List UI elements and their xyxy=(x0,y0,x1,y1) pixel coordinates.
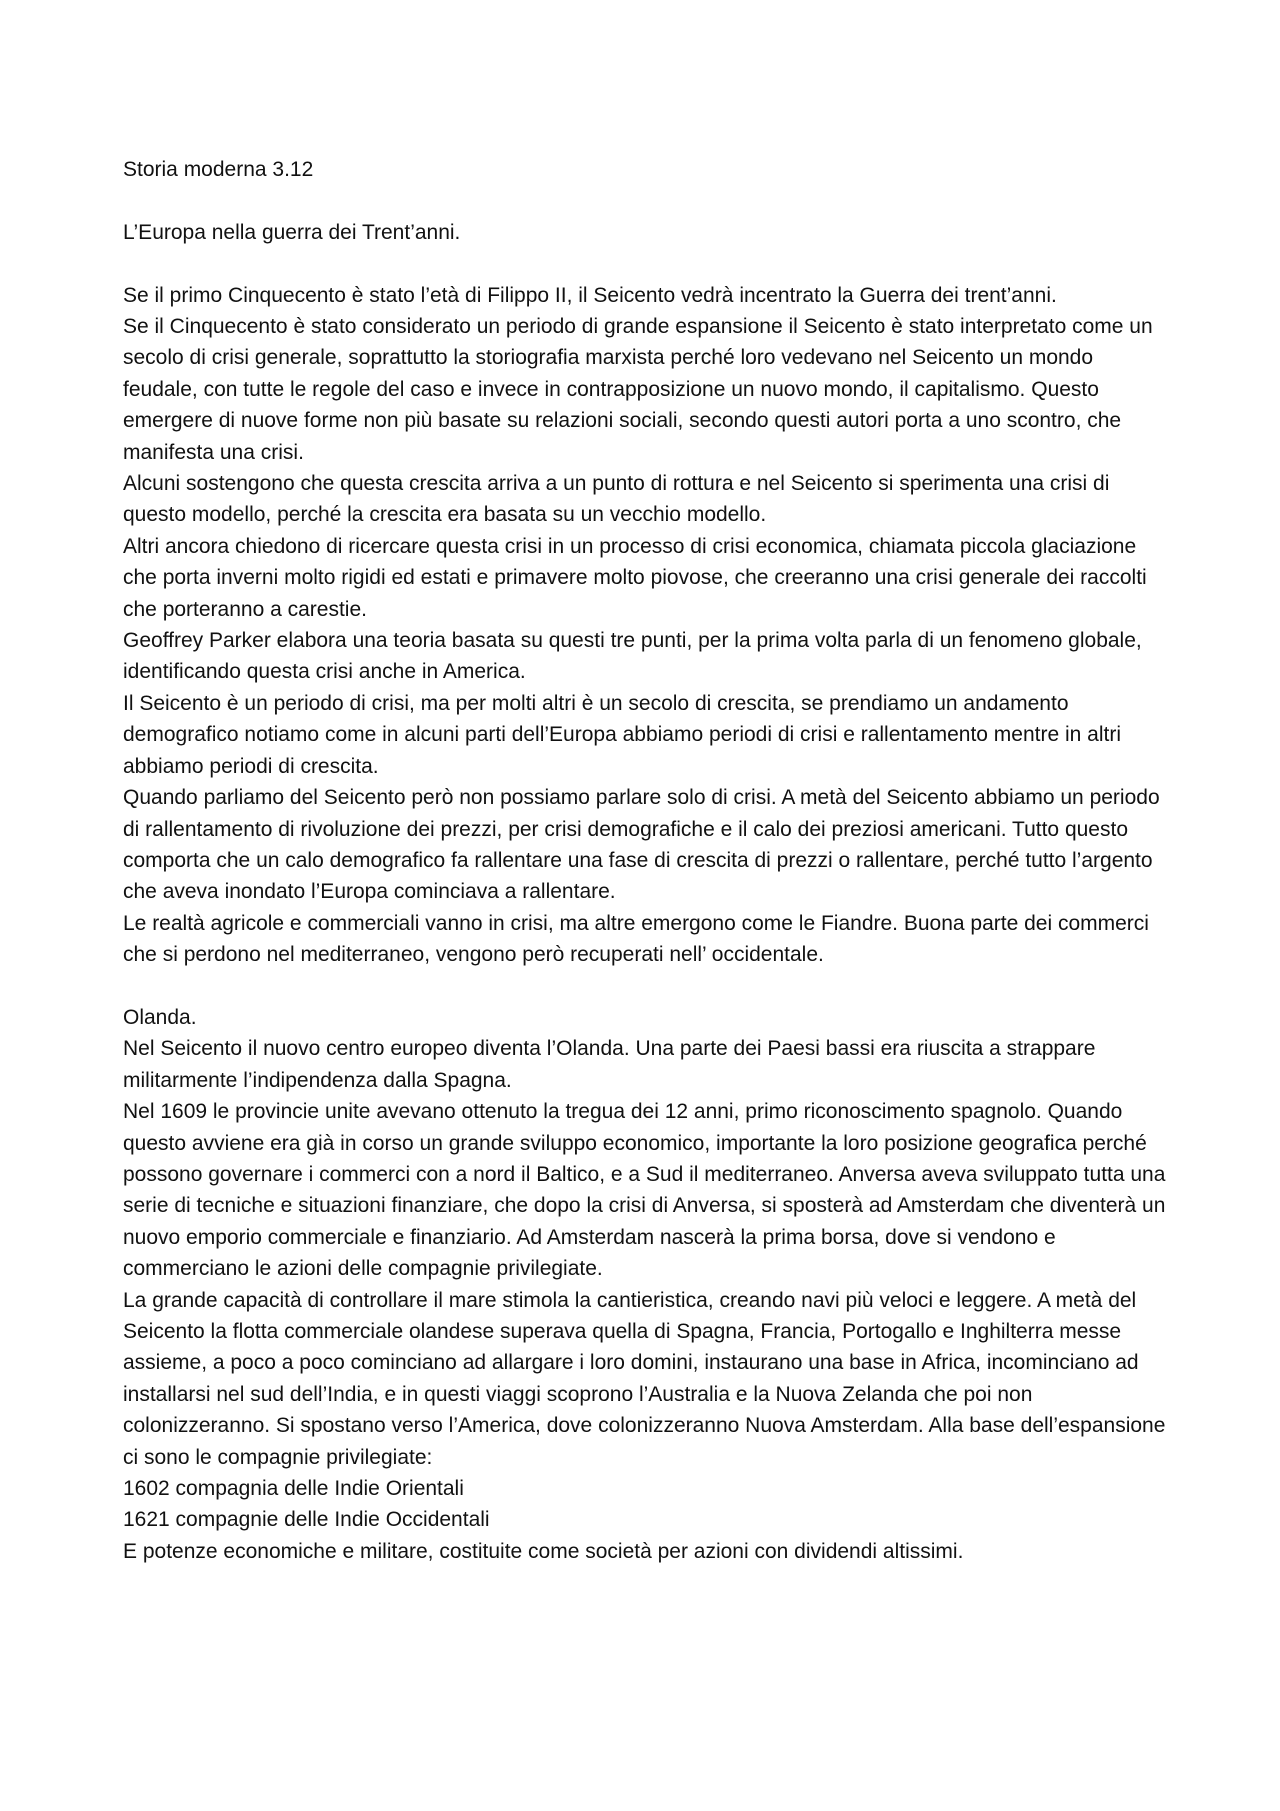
paragraph: Le realtà agricole e commerciali vanno in crisi, ma altre emergono come le Fiandre. Buona parte dei commerci che si perdono nel mediterraneo, vengono però recuperati nell’ occidentale. xyxy=(123,911,1149,967)
paragraph: Il Seicento è un periodo di crisi, ma per molti altri è un secolo di crescita, se prendiamo un andamento demografico notiamo come in alcuni parti dell’Europa abbiamo periodi di crisi e rallentamento mentre in altri abbiamo periodi di crescita. xyxy=(123,691,1122,778)
blank-line xyxy=(123,185,1173,216)
blank-line xyxy=(123,248,1173,279)
section-title: Olanda. xyxy=(123,1005,197,1029)
paragraph: Altri ancora chiedono di ricercare questa crisi in un processo di crisi economica, chiamata piccola glaciazione che porta inverni molto rigidi ed estati e primavere molto piovose, che creeranno una crisi generale dei raccolti che porteranno a carestie. xyxy=(123,534,1147,621)
document-body xyxy=(123,154,1173,1567)
paragraph: Se il Cinquecento è stato considerato un periodo di grande espansione il Seicento è stato interpretato come un secolo di crisi generale, soprattutto la storiografia marxista perché loro vedevano nel Seicento un mondo feudale, con tutte le regole del caso e invece in contrapposizione un nuovo mondo, il capitalismo. Questo emergere di nuove forme non più basate su relazioni sociali, secondo questi autori porta a uno scontro, che manifesta una crisi. xyxy=(123,315,1153,464)
paragraph: Alcuni sostengono che questa crescita arriva a un punto di rottura e nel Seicento si sperimenta una crisi di questo modello, perché la crescita era basata su un vecchio modello. xyxy=(123,472,1110,527)
list-item: 1602 compagnia delle Indie Orientali xyxy=(123,1477,464,1501)
paragraph: Geoffrey Parker elabora una teoria basata su questi tre punti, per la prima volta parla di un fenomeno globale, identificando questa crisi anche in America. xyxy=(123,629,1142,684)
paragraph: E potenze economiche e militare, costituite come società per azioni con dividendi altissimi. xyxy=(123,1539,964,1563)
paragraph: Nel Seicento il nuovo centro europeo diventa l’Olanda. Una parte dei Paesi bassi era riuscita a strappare militarmente l’indipendenza dalla Spagna. xyxy=(123,1037,1096,1092)
paragraph: La grande capacità di controllare il mare stimola la cantieristica, creando navi più veloci e leggere. A metà del Seicento la flotta commerciale olandese superava quella di Spagna, Francia, Portogallo e Inghilterra messe assieme, a poco a poco cominciano ad allargare i loro domini, instaurano una base in Africa, incominciano ad installarsi nel sud dell’India, e in questi viaggi scoprono l’Australia e la Nuova Zelanda che poi non colonizzeranno. Si spostano verso l’America, dove colonizzeranno Nuova Amsterdam. Alla base dell’espansione ci sono le compagnie privilegiate: xyxy=(123,1288,1166,1469)
list-item: 1621 compagnie delle Indie Occidentali xyxy=(123,1508,490,1532)
blank-line xyxy=(123,971,1173,1002)
document-header: Storia moderna 3.12 xyxy=(123,158,314,181)
paragraph: Se il primo Cinquecento è stato l’età di Filippo II, il Seicento vedrà incentrato la Guerra dei trent’anni. xyxy=(123,283,1057,307)
document-title: L’Europa nella guerra dei Trent’anni. xyxy=(123,220,461,244)
paragraph: Quando parliamo del Seicento però non possiamo parlare solo di crisi. A metà del Seicento abbiamo un periodo di rallentamento di rivoluzione dei prezzi, per crisi demografiche e il calo dei preziosi americani. Tutto questo comporta che un calo demografico fa rallentare una fase di crescita di prezzi o rallentare, perché tutto l’argento che aveva inondato l’Europa cominciava a rallentare. xyxy=(123,786,1160,904)
paragraph: Nel 1609 le provincie unite avevano ottenuto la tregua dei 12 anni, primo riconoscimento spagnolo. Quando questo avviene era già in corso un grande sviluppo economico, importante la loro posizione geografica perché possono governare i commerci con a nord il Baltico, e a Sud il mediterraneo. Anversa aveva sviluppato tutta una serie di tecniche e situazioni finanziare, che dopo la crisi di Anversa, si sposterà ad Amsterdam che diventerà un nuovo emporio commerciale e finanziario. Ad Amsterdam nascerà la prima borsa, dove si vendono e commerciano le azioni delle compagnie privilegiate. xyxy=(123,1100,1166,1281)
